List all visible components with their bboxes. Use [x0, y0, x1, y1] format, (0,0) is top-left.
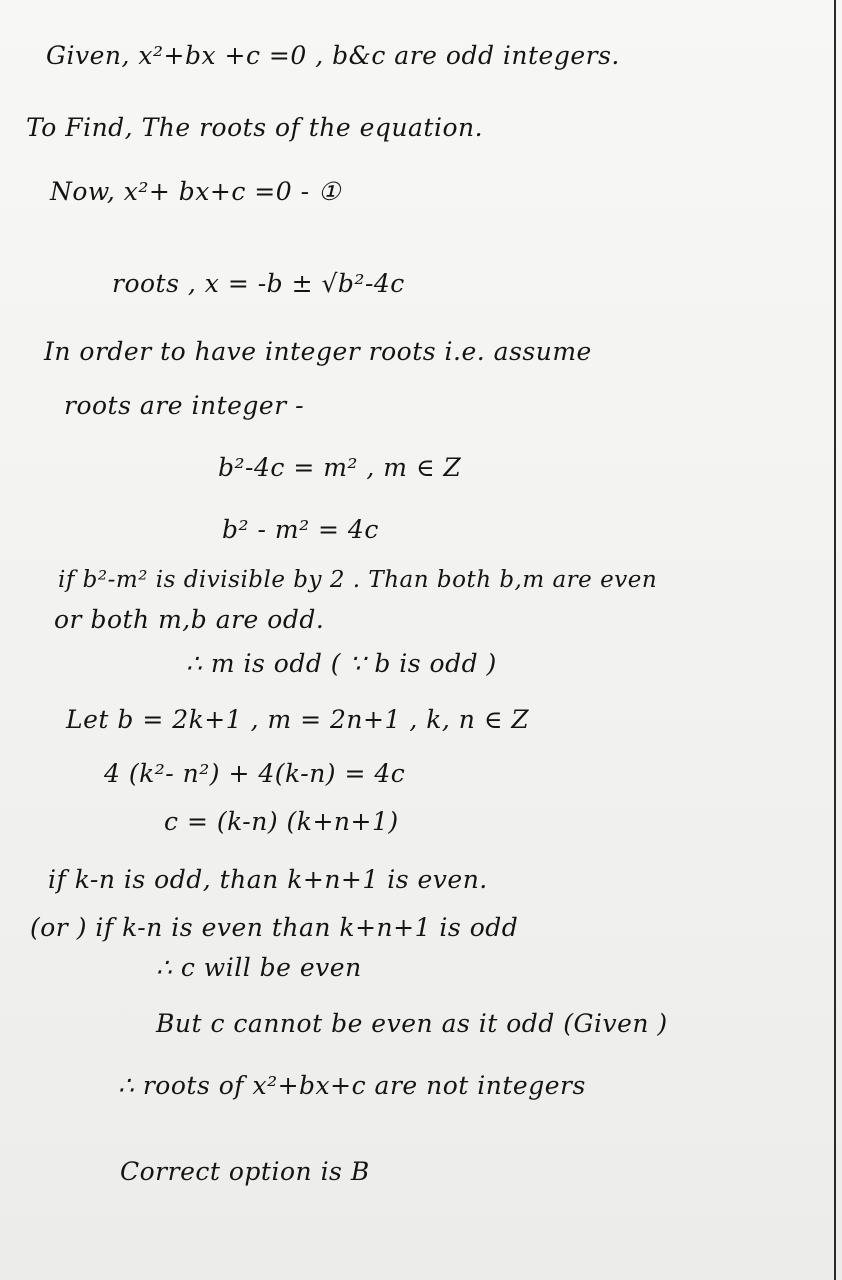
assumption-line-1: In order to have integer roots i.e. assume — [44, 337, 592, 366]
c-factorization: c = (k-n) (k+n+1) — [164, 807, 399, 836]
contradiction: But c cannot be even as it odd (Given ) — [156, 1009, 668, 1038]
difference-of-squares: b² - m² = 4c — [222, 515, 379, 544]
right-margin-line — [834, 0, 836, 1280]
correct-option: Correct option is B — [120, 1157, 370, 1186]
given-statement: Given, x²+bx +c =0 , b&c are odd integers. — [46, 41, 620, 70]
final-conclusion: ∴ roots of x²+bx+c are not integers — [118, 1071, 586, 1100]
let-substitution: Let b = 2k+1 , m = 2n+1 , k, n ∈ Z — [66, 705, 530, 734]
expanded-equation: 4 (k²- n²) + 4(k-n) = 4c — [104, 759, 406, 788]
roots-formula: roots , x = -b ± √b²-4c — [112, 269, 405, 298]
case-even: (or ) if k-n is even than k+n+1 is odd — [30, 913, 519, 942]
to-find-statement: To Find, The roots of the equation. — [26, 113, 484, 142]
c-even-conclusion: ∴ c will be even — [156, 953, 362, 982]
assumption-line-2: roots are integer - — [64, 391, 305, 420]
case-odd: if k-n is odd, than k+n+1 is even. — [48, 865, 488, 894]
m-is-odd: ∴ m is odd ( ∵ b is odd ) — [186, 649, 497, 678]
equation-one: Now, x²+ bx+c =0 - ① — [50, 177, 341, 206]
parity-statement-1: if b²-m² is divisible by 2 . Than both b,m are even — [58, 567, 658, 593]
parity-statement-2: or both m,b are odd. — [54, 605, 325, 634]
discriminant-square: b²-4c = m² , m ∈ Z — [218, 453, 462, 482]
